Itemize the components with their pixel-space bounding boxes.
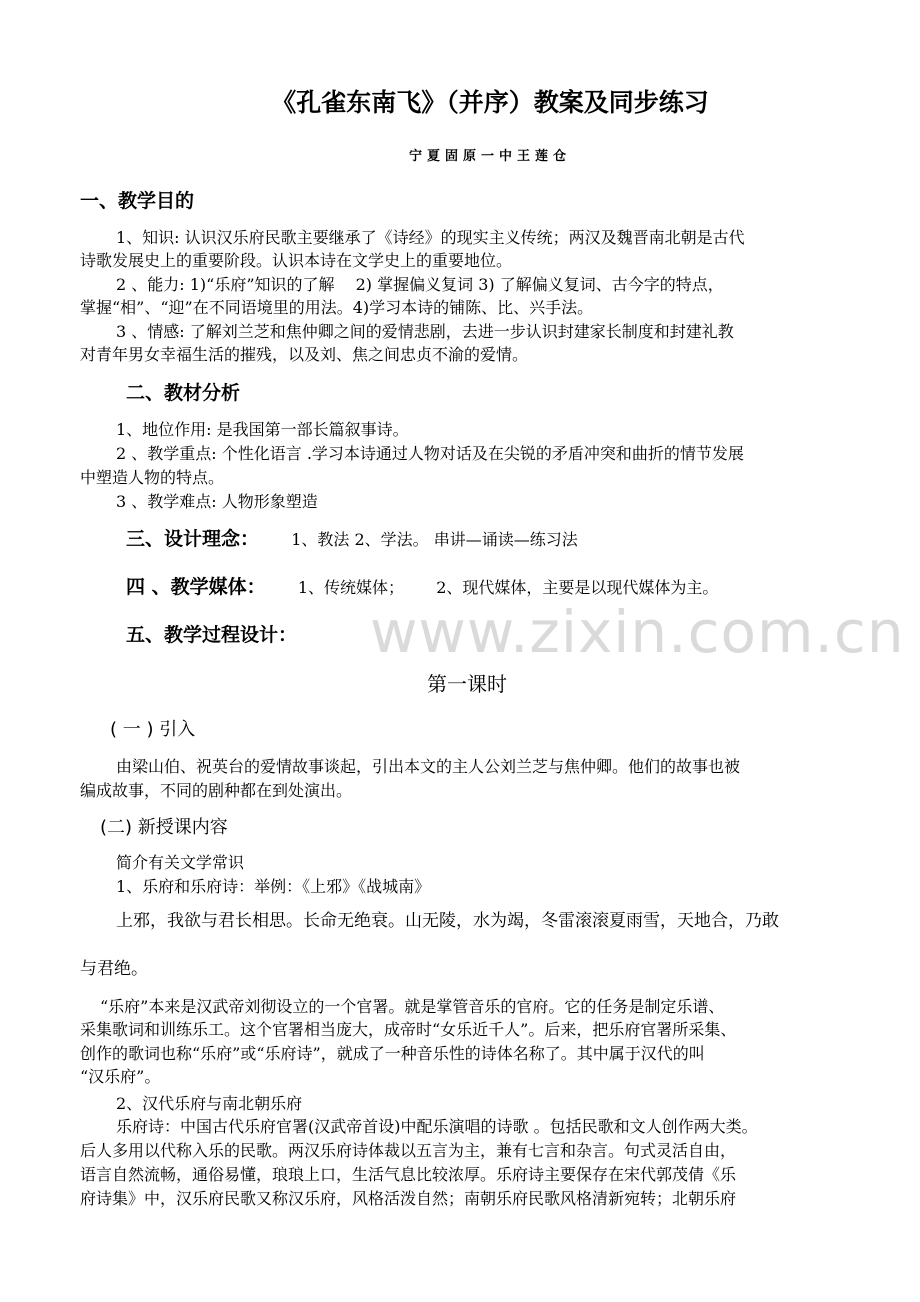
paragraph-line: 采集歌词和训练乐工。这个官署相当庞大，成帝时“女乐近千人”。后来，把乐府官署所采集、 xyxy=(80,1020,737,1039)
subsection-heading-new-content: (二) 新授课内容 xyxy=(100,817,228,838)
media-text-modern: 2、现代媒体，主要是以现代媒体为主。 xyxy=(436,578,719,597)
subsection-heading-intro: ( 一 ) 引入 xyxy=(110,719,196,740)
paragraph-line: 编成故事，不同的剧种都在到处演出。 xyxy=(80,781,353,800)
poem-line: 上邪，我欲与君长相思。长命无绝衰。山无陵，水为竭，冬雷滚滚夏雨雪，天地合，乃敢 xyxy=(116,911,779,931)
paragraph-line: 府诗集》中，汉乐府民歌又称汉乐府，风格活泼自然；南朝乐府民歌风格清新宛转；北朝乐府 xyxy=(80,1189,737,1208)
paragraph-line: 1、乐府和乐府诗：举例：《上邪》《战城南》 xyxy=(116,877,431,896)
paragraph-line: 乐府诗：中国古代乐府官署(汉武帝首设)中配乐演唱的诗歌 。包括民歌和文人创作两大类。 xyxy=(116,1117,758,1136)
section-heading-analysis: 二、教材分析 xyxy=(126,382,241,404)
paragraph-line: 1、地位作用: 是我国第一部长篇叙事诗。 xyxy=(116,420,409,439)
section-row-design xyxy=(126,526,578,552)
paragraph-line: 语言自然流畅，通俗易懂，琅琅上口，生活气息比较浓厚。乐府诗主要保存在宋代郭茂倩《乐 xyxy=(80,1165,737,1184)
paragraph-line: 创作的歌词也称“乐府”或“乐府诗”，就成了一种音乐性的诗体名称了。其中属于汉代的叫 xyxy=(80,1044,705,1063)
paragraph-line: 诗歌发展史上的重要阶段。认识本诗在文学史上的重要地位。 xyxy=(80,251,513,270)
paragraph-line: 对青年男女幸福生活的摧残，以及刘、焦之间忠贞不渝的爱情。 xyxy=(80,345,529,364)
paragraph-line: 3 、教学难点: 人物形象塑造 xyxy=(116,492,318,511)
paragraph-line: 2 、教学重点: 个性化语言 .学习本诗通过人物对话及在尖锐的矛盾冲突和曲折的情节发展 xyxy=(116,444,744,463)
paragraph-line: “汉乐府”。 xyxy=(80,1067,161,1086)
design-text: 1、教法 2、学法。 串讲—诵读—练习法 xyxy=(291,530,578,549)
section-heading-design: 三、设计理念： xyxy=(126,528,260,550)
media-text-traditional: 1、传统媒体； xyxy=(297,578,404,597)
paragraph-line: 3 、情感: 了解刘兰芝和焦仲卿之间的爱情悲剧，去进一步认识封建家长制度和封建礼教 xyxy=(116,322,734,341)
paragraph-line: 掌握“相”、“迎”在不同语境里的用法。4)学习本诗的铺陈、比、兴手法。 xyxy=(80,298,594,317)
lesson-title: 第一课时 xyxy=(427,672,507,696)
paragraph-line: 1、知识: 认识汉乐府民歌主要继承了《诗经》的现实主义传统；两汉及魏晋南北朝是古代 xyxy=(116,228,745,247)
poem-line: 与君绝。 xyxy=(80,959,148,979)
paragraph-line: 2、汉代乐府与南北朝乐府 xyxy=(116,1094,303,1113)
paragraph-line: 后人多用以代称入乐的民歌。两汉乐府诗体裁以五言为主，兼有七言和杂言。句式灵活自由， xyxy=(80,1141,737,1160)
author-line: 宁夏固原一中王莲仓 xyxy=(408,149,571,164)
paragraph-line: 简介有关文学常识 xyxy=(116,853,245,872)
section-row-media xyxy=(126,574,718,600)
paragraph-line: 中塑造人物的特点。 xyxy=(80,468,225,487)
watermark: www.zixin.com.cn xyxy=(370,598,905,666)
paragraph-line: “乐府”本来是汉武帝刘彻设立的一个官署。就是掌管音乐的官府。它的任务是制定乐谱、 xyxy=(100,997,725,1016)
paragraph-line: 由梁山伯、祝英台的爱情故事谈起，引出本文的主人公刘兰芝与焦仲卿。他们的故事也被 xyxy=(116,757,741,776)
document-title: 《孔雀东南飞》（并序）教案及同步练习 xyxy=(271,88,709,117)
section-heading-process: 五、教学过程设计： xyxy=(126,624,298,646)
section-heading-media: 四 、教学媒体： xyxy=(126,576,266,598)
section-heading-objectives: 一、教学目的 xyxy=(80,190,195,212)
paragraph-line: 2 、能力: 1)“乐府”知识的了解 2) 掌握偏义复词 3) 了解偏义复词、古今字的特点， xyxy=(116,275,724,294)
